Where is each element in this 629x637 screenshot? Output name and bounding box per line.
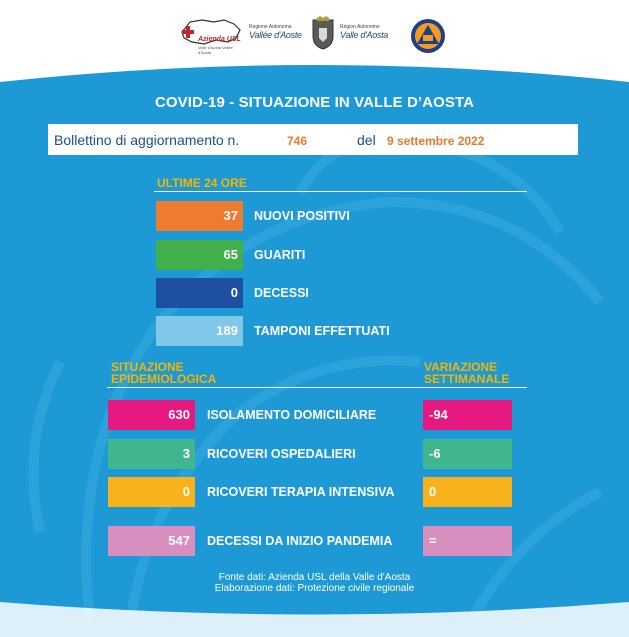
swabs-label: TAMPONI EFFETTUATI — [254, 324, 390, 338]
home-isolation-value: 630 — [108, 400, 195, 430]
region-logo-2-small: Région Autonome — [340, 24, 380, 30]
intensive-care-value: 0 — [108, 477, 195, 507]
situation-heading-line2: EPIDEMIOLOGICA — [111, 372, 217, 386]
page-title: COVID-19 - SITUAZIONE IN VALLE D’AOSTA — [154, 94, 475, 111]
footer-source: Fonte dati: Azienda USL della Valle d'Aosta — [218, 572, 411, 583]
header-logos — [0, 0, 629, 62]
last24-heading: ULTIME 24 ORE — [157, 176, 247, 190]
footer-elaboration: Elaborazione dati: Protezione civile regionale — [214, 583, 415, 594]
situation-divider — [107, 387, 527, 388]
new-positives-value: 37 — [156, 201, 243, 231]
deaths-value: 0 — [156, 278, 243, 308]
region-logo-2-big: Valle d'Aosta — [340, 30, 389, 40]
home-isolation-label: ISOLAMENTO DOMICILIARE — [207, 408, 377, 422]
hospitalized-variation: -6 — [423, 439, 512, 469]
region-logo-2 — [340, 24, 400, 48]
variation-heading-line2: SETTIMANALE — [424, 372, 510, 386]
usl-logo-sub: Valle d'Aosta Vallée d'Aoste — [198, 45, 233, 55]
hospitalized-label: RICOVERI OSPEDALIERI — [207, 447, 356, 461]
bulletin-number: 746 — [287, 134, 308, 148]
swabs-value: 189 — [156, 316, 243, 346]
region-logo-1 — [249, 24, 309, 48]
deaths-label: DECESSI — [254, 286, 309, 300]
bulletin-label: Bollettino di aggiornamento n. — [54, 132, 240, 148]
situation-heading-line1: SITUAZIONE — [111, 360, 184, 374]
usl-logo-name: Azienda USL — [198, 36, 241, 43]
total-deaths-variation: = — [423, 526, 512, 556]
variation-heading-line1: VARIAZIONE — [424, 360, 498, 374]
coat-of-arms-icon — [311, 16, 335, 50]
recovered-label: GUARITI — [254, 248, 306, 262]
last24-divider — [154, 191, 527, 192]
total-deaths-label: DECESSI DA INIZIO PANDEMIA — [207, 534, 393, 548]
usl-logo — [180, 16, 242, 54]
bulletin-date: 9 settembre 2022 — [387, 134, 485, 148]
intensive-care-variation: 0 — [423, 477, 512, 507]
total-deaths-value: 547 — [108, 526, 195, 556]
recovered-value: 65 — [156, 240, 243, 270]
civil-protection-icon — [410, 18, 446, 54]
bulletin-del-label: del — [357, 132, 376, 148]
bulletin-bar — [48, 124, 578, 155]
region-logo-1-big: Vallée d'Aoste — [249, 30, 302, 40]
region-logo-1-small: Regione Autonoma — [249, 24, 292, 30]
hospitalized-value: 3 — [108, 439, 195, 469]
new-positives-label: NUOVI POSITIVI — [254, 209, 350, 223]
intensive-care-label: RICOVERI TERAPIA INTENSIVA — [207, 485, 395, 499]
home-isolation-variation: -94 — [423, 400, 512, 430]
